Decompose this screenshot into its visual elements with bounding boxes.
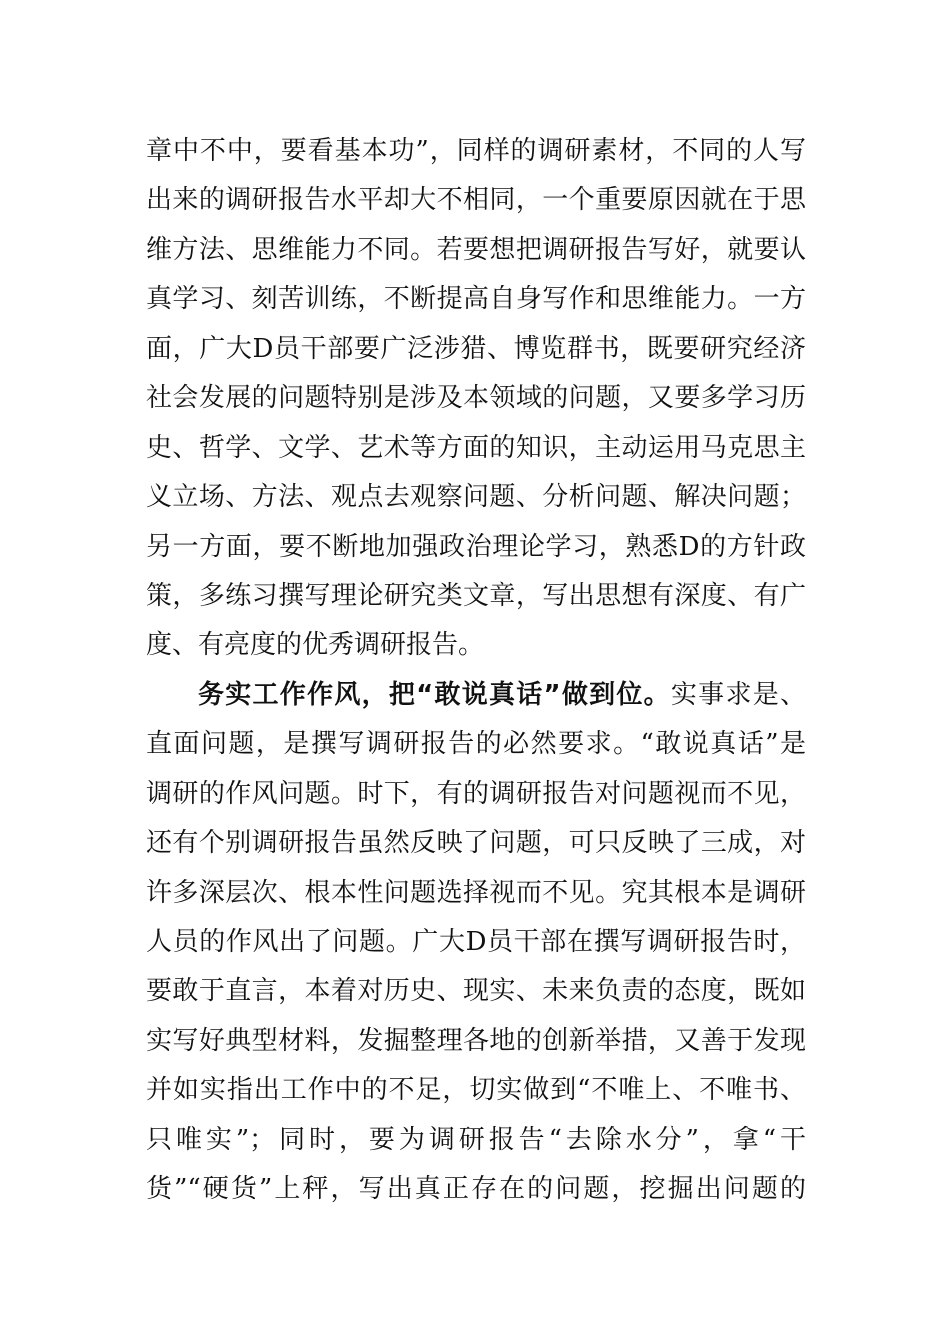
text-line: 度、有亮度的优秀调研报告。: [146, 630, 485, 661]
body-text: [146, 127, 806, 1215]
text-line: 人员的作风出了问题。广大D员干部在撰写调研报告时，: [146, 927, 806, 957]
text-line: 许多深层次、根本性问题选择视而不见。究其根本是调研: [146, 877, 806, 908]
paragraph-heading: 务实工作作风，把“敢说真话”做到位。: [198, 679, 671, 710]
text-line: 直面问题，是撰写调研报告的必然要求。“敢说真话”是: [146, 729, 806, 760]
text-line: 货”“硬货”上秤，写出真正存在的问题，挖掘出问题的: [146, 1174, 806, 1205]
text-line: 调研的作风问题。时下，有的调研报告对问题视而不见，: [146, 778, 806, 809]
text-line: 另一方面，要不断地加强政治理论学习，熟悉D的方针政: [146, 531, 806, 562]
text-fragment: 实事求是、: [670, 679, 806, 710]
text-line: 真学习、刻苦训练，不断提高自身写作和思维能力。一方: [146, 284, 806, 315]
text-line: 维方法、思维能力不同。若要想把调研报告写好，就要认: [146, 234, 806, 265]
text-line: 实写好典型材料，发掘整理各地的创新举措，又善于发现: [146, 1025, 806, 1056]
text-line: 史、哲学、文学、艺术等方面的知识，主动运用马克思主: [146, 432, 806, 463]
text-line: 策，多练习撰写理论研究类文章，写出思想有深度、有广: [146, 580, 806, 611]
text-line: 要敢于直言，本着对历史、现实、未来负责的态度，既如: [146, 976, 806, 1007]
paragraph-2-first-line: [146, 671, 806, 720]
text-line: 并如实指出工作中的不足，切实做到“不唯上、不唯书、: [146, 1075, 806, 1106]
text-line: 义立场、方法、观点去观察问题、分析问题、解决问题；: [146, 482, 806, 513]
paragraph-1: [146, 127, 806, 671]
text-line: 章中不中，要看基本功”，同样的调研素材，不同的人写: [146, 136, 806, 166]
text-line: 出来的调研报告水平却大不相同，一个重要原因就在于思: [146, 185, 806, 216]
text-line: 只唯实”；同时，要为调研报告“去除水分”，拿“干: [146, 1124, 806, 1155]
text-line: 社会发展的问题特别是涉及本领域的问题，又要多学习历: [146, 383, 806, 414]
paragraph-2: [146, 671, 806, 1215]
text-line: 面，广大D员干部要广泛涉猎、博览群书，既要研究经济: [146, 333, 806, 364]
text-line: 还有个别调研报告虽然反映了问题，可只反映了三成，对: [146, 828, 806, 859]
